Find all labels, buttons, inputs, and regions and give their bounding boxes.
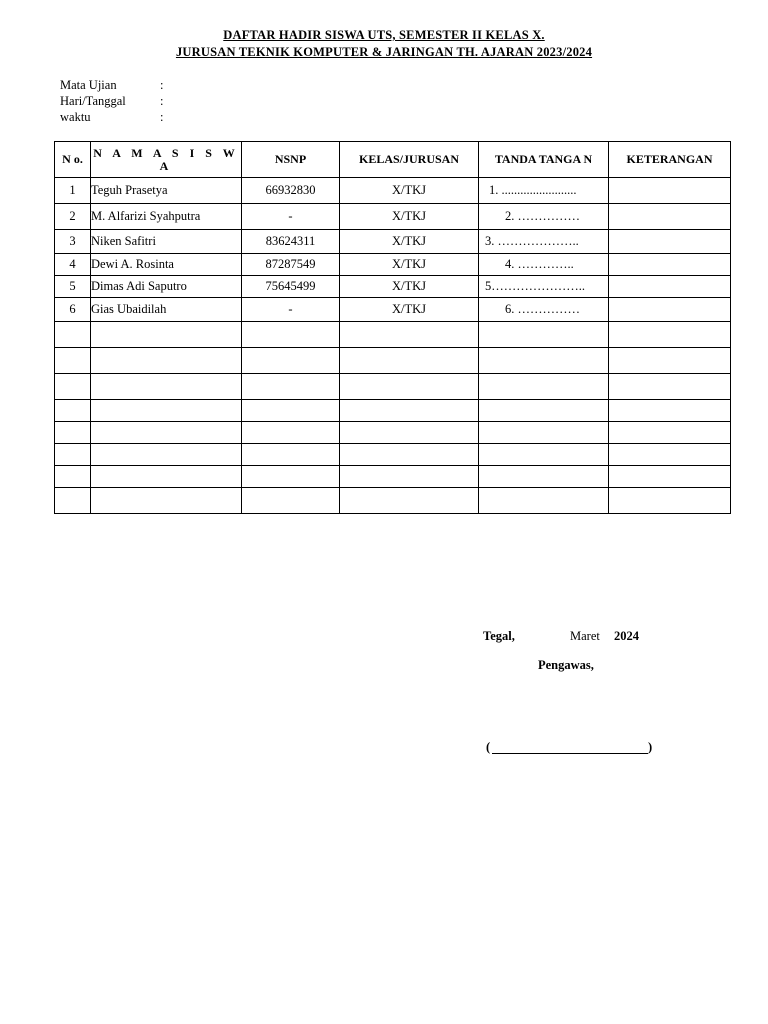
cell-ket [609, 466, 731, 488]
cell-ket [609, 254, 731, 276]
cell-no [55, 488, 91, 514]
table-row [55, 254, 731, 276]
table-row [55, 348, 731, 374]
cell-ttd [479, 466, 609, 488]
cell-ket [609, 348, 731, 374]
cell-nama [91, 322, 242, 348]
table-header-row [55, 142, 731, 178]
cell-nsnp: 83624311 [242, 230, 340, 254]
header-nsnp: NSNP [242, 142, 340, 178]
cell-nsnp [242, 322, 340, 348]
table-row [55, 466, 731, 488]
attendance-table [54, 141, 731, 514]
cell-kelas [340, 374, 479, 400]
signature-city: Tegal, [483, 629, 515, 643]
cell-ket [609, 488, 731, 514]
cell-nama [91, 488, 242, 514]
header-no: N o. [55, 142, 91, 178]
header-nama-siswa: N A M A S I S W A [91, 142, 242, 178]
cell-ket [609, 422, 731, 444]
cell-nama: Niken Safitri [91, 230, 242, 254]
meta-colon: : [160, 78, 164, 92]
cell-nama: M. Alfarizi Syahputra [91, 204, 242, 230]
cell-ket [609, 178, 731, 204]
table-row [55, 322, 731, 348]
meta-label: Mata Ujian [60, 78, 117, 92]
table-row [55, 204, 731, 230]
meta-waktu [60, 110, 163, 126]
header-tanda-tangan: TANDA TANGA N [479, 142, 609, 178]
cell-ttd [479, 374, 609, 400]
cell-ttd: 3. ……………….. [479, 230, 609, 254]
cell-nsnp [242, 422, 340, 444]
cell-kelas: X/TKJ [340, 254, 479, 276]
cell-nsnp [242, 444, 340, 466]
cell-nama [91, 466, 242, 488]
cell-kelas [340, 422, 479, 444]
cell-no [55, 466, 91, 488]
cell-ket [609, 204, 731, 230]
cell-no: 2 [55, 204, 91, 230]
cell-no: 4 [55, 254, 91, 276]
cell-ttd [479, 488, 609, 514]
meta-hari-tanggal [60, 94, 163, 110]
cell-nsnp: 87287549 [242, 254, 340, 276]
meta-mata-ujian [60, 78, 163, 94]
cell-nsnp [242, 400, 340, 422]
cell-no [55, 400, 91, 422]
cell-kelas [340, 348, 479, 374]
cell-ket [609, 400, 731, 422]
cell-ttd: 6. …………… [479, 298, 609, 322]
cell-nama [91, 348, 242, 374]
table-row [55, 444, 731, 466]
cell-nsnp: 66932830 [242, 178, 340, 204]
cell-ttd: 2. …………… [479, 204, 609, 230]
signature-open-paren: ( [486, 740, 491, 754]
cell-ket [609, 374, 731, 400]
table-row [55, 298, 731, 322]
cell-nama [91, 444, 242, 466]
cell-nama [91, 422, 242, 444]
signature-year: 2024 [614, 629, 639, 643]
cell-kelas: X/TKJ [340, 204, 479, 230]
cell-nama: Teguh Prasetya [91, 178, 242, 204]
cell-no [55, 322, 91, 348]
cell-no: 6 [55, 298, 91, 322]
signature-month: Maret [570, 629, 600, 643]
cell-ket [609, 298, 731, 322]
document-title-line1: DAFTAR HADIR SISWA UTS, SEMESTER II KELAS X. [223, 28, 545, 42]
cell-kelas: X/TKJ [340, 298, 479, 322]
cell-ttd [479, 348, 609, 374]
cell-no: 3 [55, 230, 91, 254]
table-row [55, 374, 731, 400]
cell-no: 5 [55, 276, 91, 298]
cell-kelas: X/TKJ [340, 276, 479, 298]
header-keterangan: KETERANGAN [609, 142, 731, 178]
table-row [55, 276, 731, 298]
cell-kelas: X/TKJ [340, 178, 479, 204]
header-kelas-jurusan: KELAS/JURUSAN [340, 142, 479, 178]
cell-nama [91, 374, 242, 400]
meta-colon: : [160, 94, 164, 108]
cell-nama: Dimas Adi Saputro [91, 276, 242, 298]
cell-nsnp: - [242, 298, 340, 322]
cell-no [55, 422, 91, 444]
cell-ket [609, 444, 731, 466]
table-row [55, 422, 731, 444]
meta-label: Hari/Tanggal [60, 94, 126, 108]
cell-nsnp [242, 374, 340, 400]
cell-kelas [340, 444, 479, 466]
cell-nsnp: 75645499 [242, 276, 340, 298]
cell-no [55, 348, 91, 374]
cell-ttd [479, 322, 609, 348]
cell-kelas [340, 466, 479, 488]
meta-label: waktu [60, 110, 91, 124]
signature-role: Pengawas, [538, 658, 594, 672]
table-row [55, 230, 731, 254]
cell-kelas [340, 488, 479, 514]
cell-kelas [340, 322, 479, 348]
cell-nama: Gias Ubaidilah [91, 298, 242, 322]
cell-ket [609, 230, 731, 254]
meta-colon: : [160, 110, 164, 124]
cell-kelas: X/TKJ [340, 230, 479, 254]
cell-nama [91, 400, 242, 422]
cell-ttd: 5………………….. [479, 276, 609, 298]
cell-ttd [479, 422, 609, 444]
document-title-line2: JURUSAN TEKNIK KOMPUTER & JARINGAN TH. AJARAN 2023/2024 [175, 45, 593, 59]
cell-ttd: 1. ........................ [479, 178, 609, 204]
cell-nsnp [242, 488, 340, 514]
table-row [55, 400, 731, 422]
cell-ket [609, 322, 731, 348]
cell-ttd: 4. ………….. [479, 254, 609, 276]
cell-nama: Dewi A. Rosinta [91, 254, 242, 276]
signature-line [492, 753, 648, 754]
cell-kelas [340, 400, 479, 422]
signature-close-paren: ) [648, 740, 653, 754]
cell-ttd [479, 444, 609, 466]
cell-nsnp [242, 348, 340, 374]
cell-no [55, 444, 91, 466]
cell-ttd [479, 400, 609, 422]
cell-nsnp [242, 466, 340, 488]
cell-nsnp: - [242, 204, 340, 230]
cell-ket [609, 276, 731, 298]
table-row [55, 178, 731, 204]
cell-no: 1 [55, 178, 91, 204]
table-row [55, 488, 731, 514]
cell-no [55, 374, 91, 400]
